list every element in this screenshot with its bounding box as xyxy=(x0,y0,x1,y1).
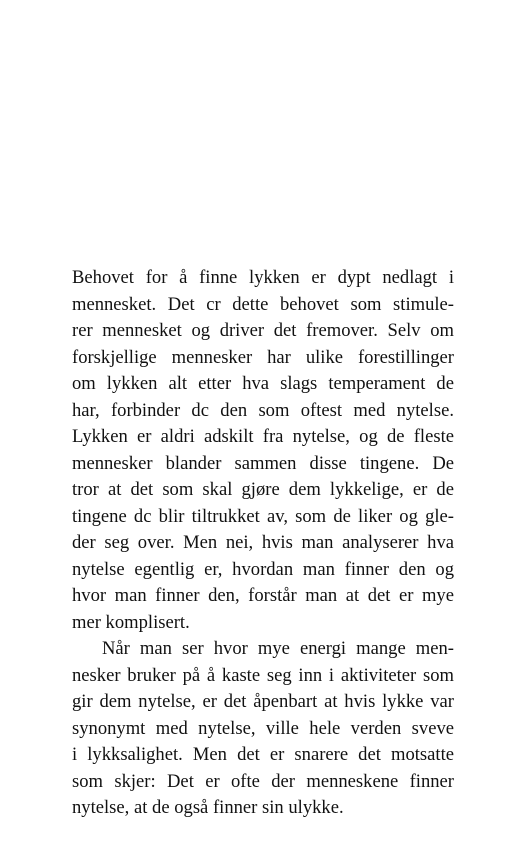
text-line: synonymt med nytelse, ville hele verden sveve xyxy=(72,717,454,739)
text-line: Når man ser hvor mye energi mange men- xyxy=(102,638,454,659)
text-line: gir dem nytelse, er det åpenbart at hvis lykke var xyxy=(72,691,454,712)
text-line: rer mennesket og driver det fremover. Selv om xyxy=(72,320,454,341)
text-line: forskjellige mennesker har ulike forestillinger xyxy=(72,346,454,368)
text-line: tror at det som skal gjøre dem lykkelige, er de xyxy=(72,479,454,500)
text-line: mennesket. Det cr dette behovet som stimule- xyxy=(72,293,454,315)
paragraph-2 xyxy=(72,636,454,822)
text-line: mennesker blander sammen disse tingene. De xyxy=(72,452,454,474)
text-line: om lykken alt etter hva slags temperament de xyxy=(72,373,454,394)
text-line: har, forbinder dc den som oftest med nytelse. xyxy=(72,399,454,421)
text-line: i lykksalighet. Men det er snarere det motsatte xyxy=(72,744,454,765)
text-line: nytelse egentlig er, hvordan man finner den og xyxy=(72,558,454,580)
text-line: der seg over. Men nei, hvis man analyserer hva xyxy=(72,532,454,553)
body-text xyxy=(72,265,454,822)
text-line: Behovet for å finne lykken er dypt nedlagt i xyxy=(72,267,454,288)
text-line: nesker bruker på å kaste seg inn i aktiviteter som xyxy=(72,664,454,686)
text-line: Lykken er aldri adskilt fra nytelse, og de fleste xyxy=(72,426,454,447)
text-line: mer komplisert. xyxy=(72,611,190,633)
text-line: som skjer: Det er ofte der menneskene finner xyxy=(72,770,454,792)
text-line: nytelse, at de også finner sin ulykke. xyxy=(72,797,344,818)
text-line: tingene dc blir tiltrukket av, som de liker og gle- xyxy=(72,505,454,527)
paragraph-1 xyxy=(72,265,454,636)
text-line: hvor man finner den, forstår man at det er mye xyxy=(72,585,454,606)
